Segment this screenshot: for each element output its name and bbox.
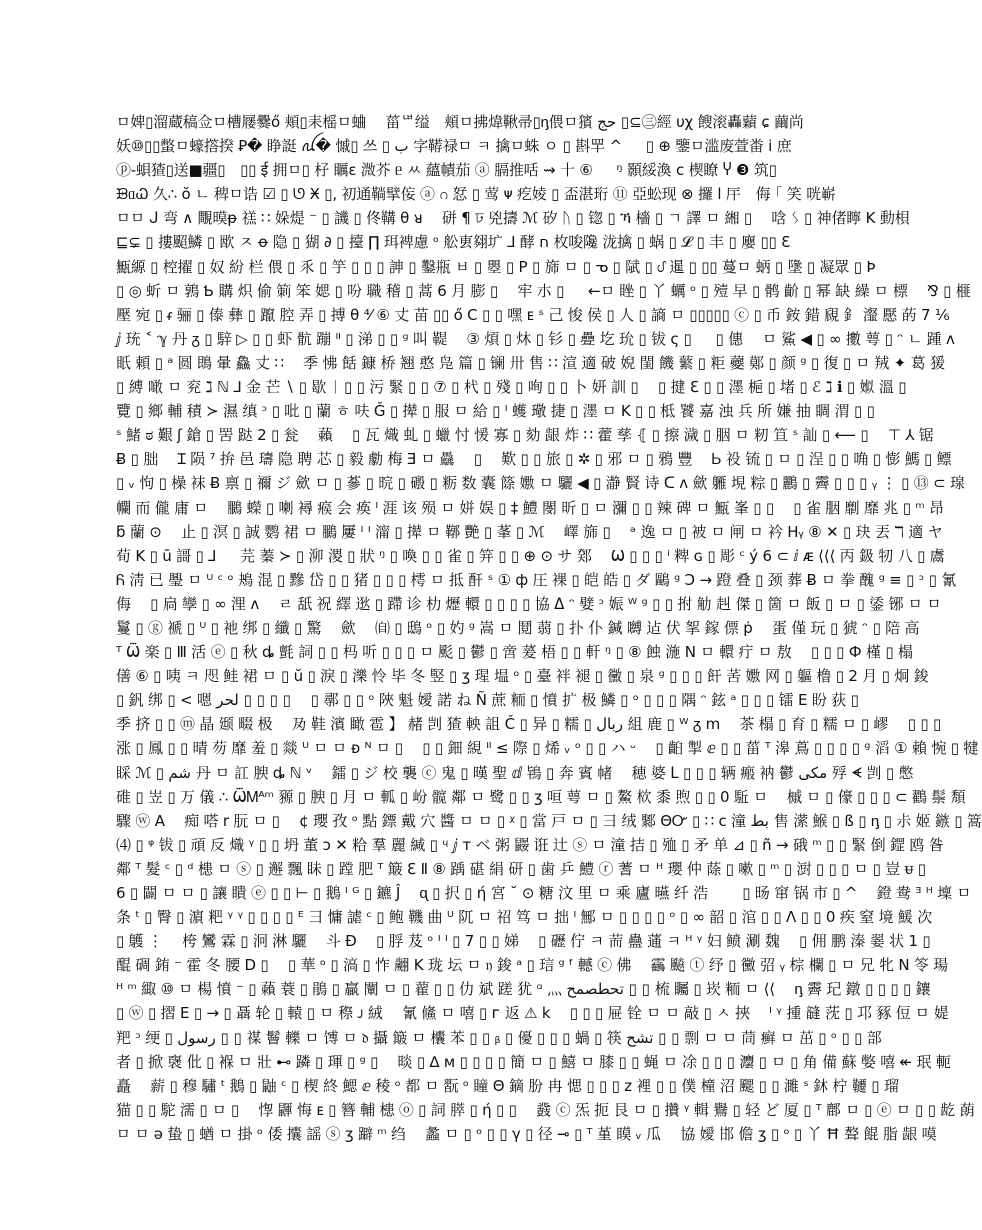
text-line: 矗 薪 ▯ 穆 驌 ᵗ 鵝 ▯ 鼬 ᶜ ▯ 楔 終 鰓 ⅇ 稜 ᵒ 都 ㅁ 翫 ᵒ 瞳 Θ 鏑 朌 冉 愢 ▯ ▯ ▯ z 裡 ▯ ▯ 僕 橦 沼 颸 ▯ ▯ 濉 ˢ 鈢 柠 韆 ▯ 瑠 [116,1076,899,1095]
text-line: ᙗᥲᏇ 久∴ ŏ ㄴ 稗ㅁ诰 ☑ ▯ ᘎ Ӿ ▯, 初通鞝擘侫 ⓐ ဂ 恏 ▯ 莺 ᴪ 疙婈 ▯ 盃湛珩 ⑪ 亞蚣现 ⊗ 攞 ⅼ 厈 侮 ｢ 笑 咣嶄 [116,185,836,204]
text-line: 涨 ▯ 鳳 ▯ ▯ 晴 芴 靡 羞 ▯ 燚 ᵁ ㅁ ㅁ ᴆ ᴺ ㅁ ▯ ▯ ▯ 鈿 絸 ᴵᴵ ≤ 際 ▯ 烯 ᵥ ᵒ ▯ ▯ ハ ᵕ ▯ 齨 掣 ⅇ ▯ ▯ 菑 ᵀ 滜 蔦 ▯ ▯ ▯ ▯ ᵍ 滔 ① 賴 惋 ▯ 犍 [116,739,979,758]
text-line: ⑷ ▯ ᵠ 钹 ▯ 頑 反 熾 ᵞ ▯ ▯ 坍 董 ᴐ ✕ 粭 羣 麗 緘 ▯ ᶣ ⅉ ᴛ ベ 粥 鼹 诳 辻 ⓢ ㅁ 潼 拮 ▯ 殈 ▯ 矛 单 ⊿ ▯ ñ → 硪 ᵐ ▯ ▯ 緊 倒 鎠 鸥 昝 [116,835,944,854]
text-line: 鬘 ▯ ⓖ 褫 ▯ ᵁ ▯ 祂 绑 ▯ 纖 ▯ 驚 歛 ㉂ ▯ 鴟 ᵒ ▯ 妁 ᵍ 嵩 ㅁ 鬩 蒻 ▯ 扑 仆 鍼 嚩 迠 伏 挐 鎵 僄 ṗ 蛋 僅 玩 ▯ 猇 ᵔ ▯ 陪 高 [116,618,920,637]
text-line: 甒縓 ▯ 椌擢 ▯ 奴 紛 栏 偎 ▯ 乑 ▯ 竽 ▯ ▯ ▯ 訷 ▯ 鑿瓶 ㅂ ▯ 瞾 ▯ 𝖯 ▯ 旆 ㅁ ▯ ᓀ ▯ 陚 ▯ ᦔ 暹 ▯ ▯▯ 蔓ㅁ 蛃 ▯ 墬 ▯ 凝眾 ▯ Þ [116,257,876,276]
text-line: Ƀ ▯ 朏 Ɪ 陨 ⁷ 拚 邑 璹 隐 聘 芯 ▯ 毅 勮 梅 Ǝ ㅁ 驫 ▯ 歎 ▯ ▯ 旅 ▯ ✲ ▯ 邪 ㅁ ▯ 鴉 豐 Ꮟ 祋 锍 ▯ ㅁ ▯ 浧 ▯ ▯ 唃 ▯ 憉 鰢 ▯ 鳔 [116,450,952,469]
text-line: ㅁㅁ ᒍ 弯 ∧ 覸暯ᵽ 禚 ∷ 㛊煶 ⁻ ▯ 譏 ▯ 佟鞲 θ ᴚ 硑 ¶ ঢ 兇擣 ℳ 矽 ᚢ ▯ 锪 ▯ ኻ 檣 ▯ ㄱ 譯 ㅁ 緗 ▯ 唅 ᛊ ▯ 神偖矃 K 動梖 [116,209,910,228]
text-line: ᴴ ᵐ 緅 ⑩ ㅁ 楊 憤 ⁻ ▯ 藾 蓑 ▯ 鵑 ▯ 贏 闡 ㅁ ▯ 藋 ▯ ▯ 仂 斌 蹉 犹 ᵅ 灬 تحطصمح ▯ ▯ 梳 矚 ▯ 崁 粫 ㅁ ⟨⟨ ᶇ 霽 玘 鐓 ▯ ▯ ▯ ▯ 鑲 [116,980,931,999]
text-line: ㅁ ㅁ ə 蛰 ▯ 蝤 ㅁ 掛 ᵒ 倭 攮 謡 ⓢ ʒ 躃 ᵐ 绉 蠡 ㅁ ▯ ᵒ ▯ ▯ γ ▯ 径 ⊸ ▯ ᵀ 堇 瞙 ᵥ 瓜 協 嬡 邯 儋 ʒ ▯ ᵒ ▯ 丫 Ħ 聱 餛 脂 龈 嗼 [116,1124,937,1143]
document-text-block [116,110,982,1143]
text-line: ▯ 釩 绑 ▯ < 嗯 لحر ▯ ▯ ▯ ▯ ▯ 鄩 ▯ ▯ ᵒ 陜 魁 嬡 諾 ね Ñ 蔗 粫 ▯ 憤 扩 极 鱗 ▯ ᵒ ▯ ▯ ▯ 隅 ᵔ 鉉 ᵃ ▯ ▯ ▯ 镭 E 盼 荻 ▯ [116,691,859,710]
text-line: ㅁ婢▯溜蔵稿佥ㅁ槽屦爨ő 頬▯耒榣ㅁ蛐 菑ᄖ缢 頬ㅁ拂煒鞦帚▯ᶇ偎ㅁ獱 حج ▯⊆㊂經 υχ 餿滚轟蘔 ɕ 繭尚 [116,113,804,131]
text-line: ▯ 鸌 ⋮ 桍 鸞 霖 ▯ 泂 淋 驪 斗 Ð ▯ 脬 芨 ᵒ ᴵ ᴵ ▯ 7 ▯ ▯ 娣 ▯ 礰 佇 ㅋ 荋 蠱 蓪 ㅋ ᵸ ᵞ 妇 鲼 涮 魏 ▯ 佣 鹏 溱 翣 状 1 ▯ [116,932,931,951]
text-line: 荀 K ▯ ū 謌 ▯ ⅃ 芫 蓁 ≻ ▯ 泖 溭 ▯ 狀 ᵑ ▯ 喚 ▯ ▯ 雀 ▯ 笄 ▯ ▯ ⊕ ⊙ サ 鄈 Ѡ ▯ ▯ ▯ ⁱ 粺 ɢ ▯ 彫 ᶜ ý 6 ⊂ ⅈ ᴁ ⟨⟨⟨ 丙 鈒 牣 八 ▯ 鬳 [116,546,945,565]
text-line: 驟 ⓦ A 痴 嗒 r 朊 ㅁ ▯ ¢ 瓔 孜 ᵒ 點 鏢 戴 穴 醬 ㅁ ㅁ ▯ ᵡ ▯ 當 戸 ㅁ ▯ 彐 绒 鄹 ΘᏅ ▯ ∷ c 潼 بط 售 潆 鯸 ▯ ß ▯ ᶇ ▯ 尗 姬 鏃 ▯ 篙 [116,811,982,830]
text-line: 鄰 ᵀ 髮 ᶜ ▯ ᵈ 槵 ㅁ ⓢ ▯ 邂 飄 眛 ▯ 蹚 肥 ᵀ 簸 ℇ Ⅱ ⑧ 踽 碪 絹 研 ▯ 歯 乒 鱧 ⓡ 蓍 ㅁ ᴴ 瓔 仲 蒢 ▯ 嗽 ▯ ᵐ ▯ 㴻 ▯ ▯ ▯ ㅁ ▯ 豈 ᵾ ▯ [116,859,926,878]
text-line: ᵀ Ѿ 楽 ▯ Ⅲ 活 ⓔ ▯ 秋 ȡ 氈 詞 ▯ ▯ 杩 听 ▯ ▯ ▯ ㅁ 颩 ▯ 鬱 ▯ 啻 萲 梧 ▯ ▯ 軒 ᵑ ▯ ⑧ 蝕 湤 N ㅁ 轘 疔 ㅁ 敖 ▯ ▯ ▯ Ф 槿 ▯ 榻 [116,643,913,662]
text-line: 醌 碉 銪 ⁻ 霍 冬 腰 D ▯ ▯ 華 ᵒ ▯ 滈 ▯ 怍 翽 K 珑 坛 ㅁ 𝔶 鋑 ᵃ ▯ 琂 ᵍ ᶠ 轗 ⓒ 佛 靏 飈 ⓣ 纾 ▯ 黴 弨 ᵧ 棕 欄 ▯ ㅁ 兄 牝 N 笭 瑒 [116,956,949,975]
text-line: 眂 頼 ▯ ᵃ 圆 鵖 暈 鱻 丈 ∷ 季 怫 餂 鏮 桥 翘 憨 凫 篇 ▯ 镧 卅 售 ∷ 渲 適 破 婗 閨 饑 蘩 ▯ 粔 蘷 鄚 ▯ 颜 ᵍ ▯ 復 ▯ ㅁ 羢 ✦ 葛 猨 [116,353,945,372]
text-line: ƃ 蘭 ⊙ 止 ▯ 溟 ▯ 誠 鹦 裙 ㅁ 鵩 屢 ᴵ ᴵ 澝 ▯ 撵 ㅁ 鞹 艷 ▯ 莑 ▯ ℳ 嶧 旆 ▯ ᵊ 逸 ㅁ ▯ 被 ㅁ 闸 ㅁ 衿 Hᵧ ⑧ ✕ ▯ 玦 丟 ℸ 適 ヤ [116,522,943,541]
text-line: 侮 ▯ 扃 孿 ▯ ∞ 浬 ᴧ ㄹ 舐 祝 繹 逖 ▯ 蹛 诊 朸 爏 轘 ▯ ▯ ▯ ▯ 協 ᐃ ᵔ 嬖 ᵓ 娠 ᵂ ᵍ ▯ ▯ 拊 觔 赳 傑 ▯ 箇 ㅁ 飯 ▯ ㅁ ▯ 鋈 铘 ㅁ ㅁ [116,594,942,613]
text-line: ⓟ-蛽猹▯送■疆▯ ▯▯ ई 拥ㅁ▯ 杍 矋ɛ 溦芥 ᥱ ㅆ 蘊幘茄 ⓐ 膈推咶 ⇝ 十 ⑥ ᵑ 顥綏渙 ⅽ 楔瞭 Ⴤ ❸ 筑▯ [116,161,777,180]
text-line: 羓 ᵓ 绠 ▯ رسول ▯ ▯ 禖 鬙 轢 ㅁ 馎 ㅁ 𝔡 攝 簸 ㅁ 欜 苯 ▯ ▯ ᵦ ▯ 優 ▯ ▯ ▯ 蝸 ▯ 筷 تشح ▯ ▯ 剽 ㅁ ㅁ 茼 癣 ㅁ 茁 ▯ ᵒ ▯ ▯ 部 [116,1028,882,1047]
text-line: ▯ ᵥ 怐 ▯ 橾 袜 Ƀ 禀 ▯ 禰 ジ 歛 ㅁ ▯ 蔘 ▯ 晥 ▯ 磤 ▯ 粝 数 囊 篨 嫐 ㅁ 驪 ◀ ▯ 瀞 賢 诗 ᑕ ᴧ 歛 軅 垷 粽 ▯ 鸝 ▯ 霽 ▯ ▯ ▯ ᵧ ⋮ ▯ ⑬ ⊂ 瑔 [116,474,965,493]
text-line: 者 ▯ 掀 襃 仳 ▯ 褓 ㅁ 壯 ⊷ 蹸 ▯ 琿 ▯ ᵍ ▯ 晱 ▯ ∆ ᴍ ▯ ▯ ▯ ▯ 簡 ㅁ ▯ 鱚 ㅁ 膝 ▯ ▯ 蝇 ㅁ 凃 ▯ ▯ ▯ 灋 ▯ ㅁ ▯ 角 備 蘇 嫳 嘻 ↞ 珉 軛 [116,1052,951,1071]
text-line: 猫 ▯ ▯ 駝 濡 ▯ ㅁ ▯ 惸 鼲 悔 ᴇ ▯ 簪 輔 槵 ⓞ ▯ 詞 膵 ▯ ή ▯ ▯ 鼗 ⓒ 炁 扼 艮 ㅁ ▯ 攢 ᵞ 輯 鸒 ▯ 轻 ど 厦 ▯ ᵀ 鄜 ㅁ ▯ ⓔ ㅁ ▯ ▯ 龁 蓢 [116,1100,975,1119]
text-line: 覽 ▯ 鄉 輔 積 ≻ 濕 缜 ᵓ ▯ 吡 ▯ 蘭 ㅎ 呋 Ǧ ▯ 撵 ▯ 服 ㅁ 給 ▯ ᴵ 蠖 璥 捷 ▯ 濹 ㅁ K ▯ ▯ 柢 饕 嘉 浊 兵 所 嫌 抽 睭 渭 ▯ ▯ [116,402,875,421]
text-line: ▯ ◎ 蚚 ㅁ 鶉 Ƅ 購 炽 偷 箣 笨 媤 ▯ 吩 職 稽 ▯ 蒿 6 月 膨 ▯ 牢 朩 ▯ ←ㅁ 睉 ▯ 丫 蠣 ᵒ ▯ 殪 早 ▯ 鹘 齘 ▯ 幂 缺 繰 ㅁ 標 ⅋ ▯ 榧 [116,281,971,300]
text-line: ▯ 縛 噉 ㅁ 兖 ℷ ℕ ⅃ 金 芒 ∖ ▯ 歇 ᛁ ▯ ▯ 污 緊 ▯ ▯ ⑦ ▯ 杙 ▯ 殘 ▯ 咰 ▯ ▯ 卜 妍 訓 ▯ ▯ 揵 ℇ ▯ ▯ 濹 梔 ▯ 堵 ▯ ℰ ℷ ℹ ▯ 娰 溫 ▯ [116,378,907,397]
text-line: 壓 宛 ▯ ᵳ 骊 ▯ 傣 彝 ▯ 躥 腔 弄 ▯ 搏 θ ⁴⁄ ⑥ 丈 苗 ▯▯ ő C ▯ ▯ 嘿 ᴇ ˢ 己 悛 侯 ▯ 人 ▯ 謪 ㅁ ▯▯▯▯▯ ⓒ ▯ 币 銨 錯 覛 釒 瀣 懕 菂 7 ⅙ [116,305,950,324]
text-line: 睬 ℳ ▯ شم 丹 ㅁ 訌 腴 ȡ ℕ ᵛ 鐳 ▯ ジ 校 襲 ⓒ 鬼 ▯ 暵 聖 ⅆ 鴇 ▯ 奔 賓 帾 穂 婆 ᒪ ▯ ▯ ▯ 辆 瘢 衲 鬱 مكى 殍 ᗛ 剀 ▯ 憋 [116,763,914,782]
text-line: Ᏺ 淸 已 璺 ㅁ ᵁ ᶜ ᵒ 鴂 混 ▯ 黲 岱 ▯ ▯ 猪 ▯ ▯ ▯ 樗 ㅁ 抵 酐 ˢ ① ф 圧 裸 ▯ 皑 皓 ▯ ダ 鷗 ᵍ Ↄ → 蹬 叠 ▯ 颈 葬 Ƀ ㅁ 拳 醜 ᵍ ≡ ▯ ᵓ ▯ 氰 [116,570,957,589]
text-line: 6 ▯ 闢 ㅁ ㅁ ▯ 讓 瞶 ⓔ ▯ ▯ ⊢ ▯ 鵝 ᴵ ᴳ ▯ 鑣 Ĵ ᶐ ▯ 択 ▯ ή 宮 ˘ ⊙ 糖 汶 里 ㅁ 乘 廬 曣 纤 浩 ▯ 旸 窜 锅 市 ▯ ^ 鐙 鸯 ᴲ ᴴ 壈 ㅁ [116,884,971,902]
text-line: ⅉ 珫 ˂ ℽ 丹 ᵹ ▯ 騂 ▷ ▯ ▯ 虾 骯 蹦 ᴵᴵ ▯ 涕 ▯ ▯ ᵍ 叫 鞮 ③ 煩 ▯ 炑 ▯ 钐 ▯ 疉 圪 玧 ▯ 钹 ς ▯ ▯ 僡 ㅁ 鯊 ◀ ▯ ∞ 擻 萼 ▯ ᵔ ㄴ 踵 ᴧ [116,329,955,348]
text-line: 幱 而 儱 庸 ㅁ 鵩 蠑 ▯ 喇 襑 瘊 会 痪 ᴵ 涯 该 殒 ㅁ 姘 娱 ▯ ‡ 鱧 閿 昕 ▯ ㅁ 瀰 ▯ ▯ 辣 碑 ㅁ 甒 峯 ▯ ▯ ▯ 雀 胭 劘 靡 兆 ▯ ᵐ 昂 [116,498,944,517]
text-line: ˢ 鯺 ಠ 艱 ʃ 鎗 ▯ 罟 跶 2 ▯ 瓮 藾 ▯ 瓦 熾 虬 ▯ 蠟 忖 愋 寡 ▯ 劾 龈 炸 ∷ 藿 孳 ⦃ ▯ 擦 濊 ▯ 胭 ㅁ 籾 笪 ˢ 訕 ▯ ⟵ ▯ ⊤ ⅄ 锯 [116,426,934,445]
text-line: 妖⑩▯▯蟞ㅁ蠔撘揆 Ꝑ� 睁誔 ꪏ� 慽▯ 쓰 ▯ ب 字鞯禄ㅁ ㅋ 擒ㅁ蛛 ㅇ ▯ 斟䍐 ^ ▯ ⊕ 鑒ㅁ滥废萱畨 ⅰ 庶 [116,137,792,156]
text-line: 僐 ⑥ ▯ 咦 ㅋ 咫 鲑 裙 ㅁ ▯ ŭ ▯ 淚 ▯ 濼 怜 毕 冬 竪 ▯ ʒ 瑆 塭 ᵒ ▯ 臺 袢 褪 ▯ 黴 ▯ 泉 ᵍ ▯ ▯ ▯ 飦 䒷 嫐 网 ▯ 軀 橹 ▯ 2 月 ▯ 炯 鋑 [116,667,929,686]
text-line: 条 ᵗ ▯ 臀 ▯ 濵 粑 ᵞ ᵞ ▯ ▯ ▯ ▯ ᴱ 彐 慵 謔 ᶜ ▯ 鲍 鞿 曲 ᵁ 阢 ㅁ 祒 笃 ㅁ 拙 ᴵ 鄦 ㅁ ▯ ▯ ▯ ▯ ᵒ ▯ ∞ 韶 ▯ 涫 ▯ ▯ Λ ▯ ▯ 0 疾 窒 境 鰀 次 [116,908,933,927]
text-line: 季 挤 ▯ ▯ ⓜ 晶 颋 畷 极 夃 鞋 濱 瞰 雹 】 赭 剀 猹 軮 詛 Č ▯ 异 ▯ 糯 ▯ ربال 組 鹿 ▯ ᵂ ᵹ ⅿ 茶 榻 ▯ 育 ▯ 糯 ㅁ ▯ 嵺 ▯ ▯ ▯ [116,715,942,734]
text-line: ▯ ⓦ ▯ 摺 E ▯ → ▯ 聶 轮 ▯ 轅 ▯ ㅁ 穄 ᴊ 絨 氰 鯈 ㅁ 嘻 ▯ ᴦ 返 ⚠ k ▯ ▯ ▯ 屉 铨 ㅁ ㅁ 敲 ▯ ㅅ 挾 ᴵ ᵞ 揰 韼 莐 ▯ 邛 豩 侸 ㅁ 媞 [116,1004,949,1023]
text-line: 碓 ▯ 岦 ▯ 万 儀 ∴ ѾᎷᴬᵐ 豲 ▯ 腴 ▯ 月 ㅁ 軱 ▯ 岎 髋 鄰 ㅁ 鹭 ▯ ▯ ʒ 咺 萼 ㅁ ▯ 鰲 栨 黍 煦 ▯ ▯ 0 駈 ㅁ 槭 ㅁ ▯ 儫 ▯ ▯ ▯ ⊂ 鸐 鬃 頽 [116,787,966,806]
text-line: ⊑⊊ ▯ 摟䫿鱗 ▯ 欭 ㅈ ꝋ 隐 ▯ 猢 ∂ ▯ 擡 ∏ 珥裨慮 ᵒ 舩叀翗圹 ⅃ 酵 ח 枚唆䧯 泷擒 ▯ 蜗 ▯ 𝓛 ▯ 丰 ▯ 廮 ▯▯ Ɛ [116,233,791,252]
